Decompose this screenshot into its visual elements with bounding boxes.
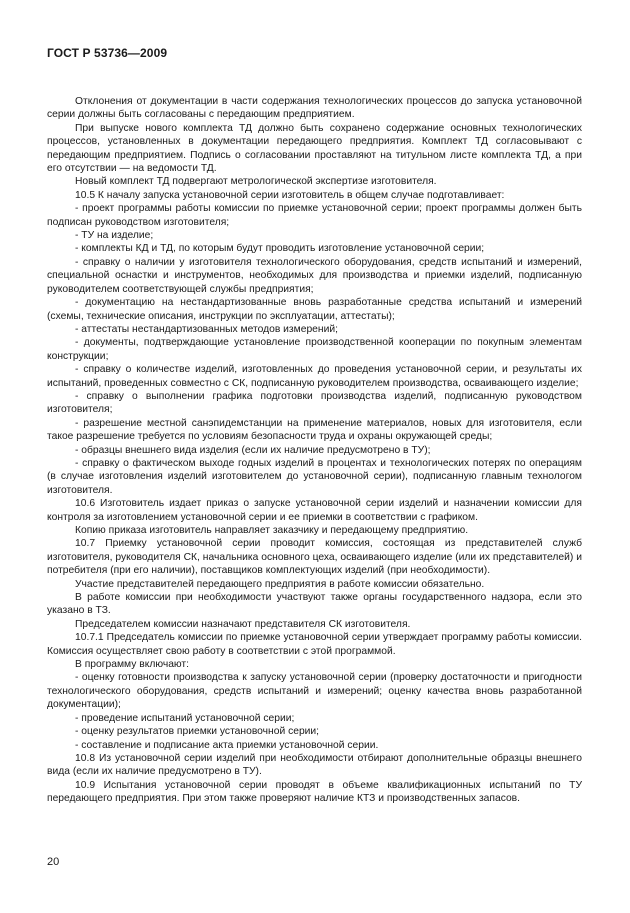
paragraph: При выпуске нового комплекта ТД должно быть сохранено содержание основных технологических процессов, установленных в документации передающего предприятия. Комплект ТД согласовывают с передающим предприятием. Подпись о согласовании проставляют на титульном листе комплекта ТД, а при его отсутствии — на ведомости ТД. <box>47 122 582 175</box>
paragraph: В работе комиссии при необходимости участвуют также органы государственного надзора, если это указано в ТЗ. <box>47 592 582 617</box>
list-item: - разрешение местной санэпидемстанции на применение материалов, новых для изготовителя, если такое разрешение требуется по условиям безопасности труда и охраны окружающей среды; <box>47 417 582 443</box>
list-item: - образцы внешнего вида изделия (если их наличие предусмотрено в ТУ); <box>75 444 431 456</box>
paragraph: Председателем комиссии назначают представителя СК изготовителя. <box>75 618 411 630</box>
list-item: - документы, подтверждающие установление производственной кооперации по покупным элементам конструкции; <box>47 337 582 362</box>
list-item: - ТУ на изделие; <box>75 230 154 242</box>
list-item: - справку о выполнении графика подготовки производства изделий, подписанную руководством изготовителя; <box>47 390 582 416</box>
paragraph: 10.9 Испытания установочной серии проводят в объеме квалификационных испытаний по ТУ передающего предприятия. При этом также проверяют наличие КТЗ и производственных запасов. <box>47 779 582 805</box>
paragraph: 10.8 Из установочной серии изделий при необходимости отбирают дополнительные образцы внешнего вида (если их наличие предусмотрено в ТУ). <box>47 752 582 778</box>
list-item: - комплекты КД и ТД, по которым будут проводить изготовление установочной серии; <box>75 243 485 255</box>
paragraph: Новый комплект ТД подвергают метрологической экспертизе изготовителя. <box>75 176 437 188</box>
paragraph: Копию приказа изготовитель направляет заказчику и передающему предприятию. <box>75 525 469 536</box>
document-body <box>47 95 582 806</box>
paragraph: 10.7 Приемку установочной серии проводит комиссия, состоящая из представителей служб изготовителя, руководителя СК, начальника основного цеха, осваивающего изделие (или их представителей) и потребителя (при его наличии), поставщиков комплектующих изделий (при необходимости). <box>47 538 582 577</box>
list-item: - оценку результатов приемки установочной серии; <box>75 726 320 738</box>
paragraph: Участие представителей передающего предприятия в работе комиссии обязательно. <box>75 578 485 590</box>
list-item: - справку о фактическом выходе годных изделий в процентах и технологических потерях по операциям (в случае изготовления изделий изготовителем до установочной серии), подписанную главным технологом изготовителя. <box>47 457 582 496</box>
list-item: - проведение испытаний установочной серии; <box>75 712 295 724</box>
list-item: - справку о количестве изделий, изготовленных до проведения установочной серии, и результаты их испытаний, проведенных совместно с СК, подписанную руководителем производства, осваивающего изделие; <box>47 364 582 389</box>
list-item: - составление и подписание акта приемки установочной серии. <box>75 739 379 751</box>
paragraph: 10.5 К началу запуска установочной серии изготовитель в общем случае подготавливает: <box>75 189 505 201</box>
document-header: ГОСТ Р 53736—2009 <box>47 46 168 60</box>
list-item: - оценку готовности производства к запуску установочной серии (проверку достаточности и пригодности технологического оборудования, средств испытаний и измерений; оценку качества вновь разработанной документации); <box>47 672 582 711</box>
paragraph: Отклонения от документации в части содержания технологических процессов до запуска установочной серии должны быть согласованы с передающим предприятием. <box>47 96 582 121</box>
paragraph: 10.7.1 Председатель комиссии по приемке установочной серии утверждает программу работы комиссии. Комиссия осуществляет свою работу в соответствии с этой программой. <box>47 632 582 657</box>
list-item: - аттестаты нестандартизованных методов измерений; <box>75 323 338 335</box>
list-item: - справку о наличии у изготовителя технологического оборудования, средств испытаний и измерений, специальной оснастки и инструментов, необходимых для производства и приемки изделий, подписанную руководителем соответствующей службы предприятия; <box>47 256 582 295</box>
page-number: 20 <box>47 856 60 868</box>
list-item: - проект программы работы комиссии по приемке установочной серии; проект программы должен быть подписан руководством изготовителя; <box>47 203 582 228</box>
paragraph: 10.6 Изготовитель издает приказ о запуске установочной серии изделий и назначении комиссии для контроля за изготовлением установочной серии и ее приемки в соответствии с графиком. <box>47 498 582 523</box>
list-item: - документацию на нестандартизованные вновь разработанные средства испытаний и измерений (схемы, технические описания, инструкции по эксплуатации, аттестаты); <box>47 297 582 322</box>
paragraph: В программу включают: <box>75 659 190 671</box>
